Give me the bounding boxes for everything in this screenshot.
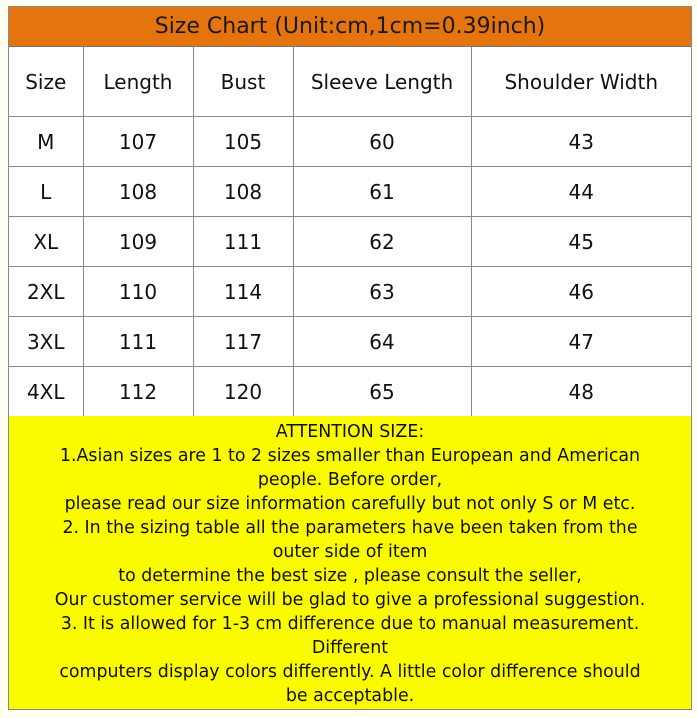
shoulder-width-cell: 44 — [471, 167, 691, 217]
table-row — [9, 367, 691, 417]
table-row — [9, 167, 691, 217]
note-line: 3. It is allowed for 1-3 cm difference due to manual measurement. — [60, 614, 640, 634]
length-cell: 107 — [83, 117, 193, 167]
note-line: outer side of item — [272, 542, 428, 562]
sleeve-length-cell: 63 — [293, 267, 471, 317]
note-line: computers display colors differently. A little color difference should — [59, 662, 641, 682]
sleeve-length-cell: 60 — [293, 117, 471, 167]
note-line: to determine the best size , please consult the seller, — [118, 566, 582, 586]
size-chart — [8, 6, 692, 710]
note-line: 2. In the sizing table all the parameters have been taken from the — [62, 518, 638, 538]
table-row — [9, 217, 691, 267]
size-cell: 3XL — [9, 317, 83, 367]
bust-cell: 111 — [193, 217, 293, 267]
attention-heading: ATTENTION SIZE: — [275, 422, 425, 442]
length-cell: 112 — [83, 367, 193, 417]
table-header-row — [9, 47, 691, 117]
header-bust: Bust — [193, 47, 293, 117]
note-line: Different — [311, 638, 389, 658]
length-cell: 108 — [83, 167, 193, 217]
header-size: Size — [9, 47, 83, 117]
size-cell: 4XL — [9, 367, 83, 417]
shoulder-width-cell: 48 — [471, 367, 691, 417]
bust-cell: 117 — [193, 317, 293, 367]
size-cell: XL — [9, 217, 83, 267]
size-cell: M — [9, 117, 83, 167]
bust-cell: 108 — [193, 167, 293, 217]
size-cell: 2XL — [9, 267, 83, 317]
size-chart-title: Size Chart (Unit:cm,1cm=0.39inch) — [9, 7, 691, 47]
bust-cell: 105 — [193, 117, 293, 167]
table-row — [9, 267, 691, 317]
note-line: please read our size information carefully but not only S or M etc. — [64, 494, 636, 514]
sleeve-length-cell: 64 — [293, 317, 471, 367]
attention-notes — [9, 416, 691, 709]
shoulder-width-cell: 47 — [471, 317, 691, 367]
table-row — [9, 317, 691, 367]
length-cell: 110 — [83, 267, 193, 317]
bust-cell: 120 — [193, 367, 293, 417]
note-line: 1.Asian sizes are 1 to 2 sizes smaller than European and American — [59, 446, 641, 466]
shoulder-width-cell: 46 — [471, 267, 691, 317]
size-table — [9, 47, 691, 417]
shoulder-width-cell: 43 — [471, 117, 691, 167]
length-cell: 109 — [83, 217, 193, 267]
length-cell: 111 — [83, 317, 193, 367]
size-cell: L — [9, 167, 83, 217]
header-shoulder-width: Shoulder Width — [471, 47, 691, 117]
note-line: be acceptable. — [285, 686, 415, 706]
note-line: people. Before order, — [257, 470, 443, 490]
header-length: Length — [83, 47, 193, 117]
sleeve-length-cell: 61 — [293, 167, 471, 217]
sleeve-length-cell: 65 — [293, 367, 471, 417]
shoulder-width-cell: 45 — [471, 217, 691, 267]
bust-cell: 114 — [193, 267, 293, 317]
header-sleeve-length: Sleeve Length — [293, 47, 471, 117]
sleeve-length-cell: 62 — [293, 217, 471, 267]
table-row — [9, 117, 691, 167]
note-line: Our customer service will be glad to give a professional suggestion. — [54, 590, 646, 610]
